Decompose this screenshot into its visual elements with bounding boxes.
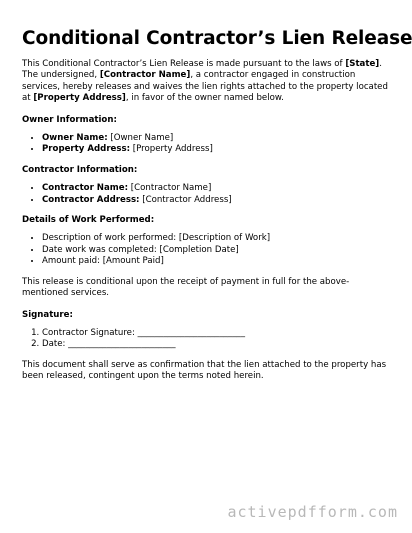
property-address-placeholder: [Property Address] [33, 93, 126, 104]
list-item: • Owner Name: [Owner Name] [42, 133, 390, 144]
signature-list [22, 328, 390, 351]
intro-text: This Conditional Contractor’s Lien Release is made pursuant to the laws of [22, 59, 346, 69]
contractor-info-heading: Contractor Information: [22, 164, 138, 175]
watermark: activepdfform.com [227, 503, 398, 521]
list-item: • Property Address: [Property Address] [42, 144, 390, 155]
date-line: 2. Date: _________________________ [42, 339, 390, 350]
list-item: • Description of work performed: [Description of Work] [42, 233, 390, 244]
owner-info-list [22, 133, 390, 156]
work-details-heading: Details of Work Performed: [22, 215, 155, 226]
signature-heading: Signature: [22, 309, 73, 320]
condition-paragraph: This release is conditional upon the receipt of payment in full for the above-mentioned services. [22, 276, 350, 299]
intro-paragraph [22, 59, 390, 105]
intro-text: , in favor of the owner named below. [125, 93, 284, 104]
work-details-list [22, 233, 390, 267]
owner-info-heading: Owner Information: [22, 114, 117, 125]
list-item: • Contractor Address: [Contractor Address] [42, 195, 390, 206]
signature-line: 1. Contractor Signature: _________________________ [42, 328, 390, 339]
state-placeholder: [State] [345, 59, 380, 69]
list-item: • Date work was completed: [Completion Date] [42, 245, 390, 256]
intro-text: . The undersigned, [22, 59, 382, 81]
closing-paragraph: This document shall serve as confirmation that the lien attached to the property has been released, contingent upon the terms noted herein. [22, 359, 387, 382]
document-page [22, 28, 412, 393]
document-title: Conditional Contractor’s Lien Release [22, 28, 412, 49]
contractor-name-placeholder: [Contractor Name] [99, 70, 191, 81]
list-item: • Amount paid: [Amount Paid] [42, 256, 390, 267]
contractor-info-list [22, 183, 390, 206]
intro-text: , a contractor engaged in construction services, hereby releases and waives the lien rights attached to the property located at [22, 70, 388, 104]
list-item: • Contractor Name: [Contractor Name] [42, 183, 390, 194]
